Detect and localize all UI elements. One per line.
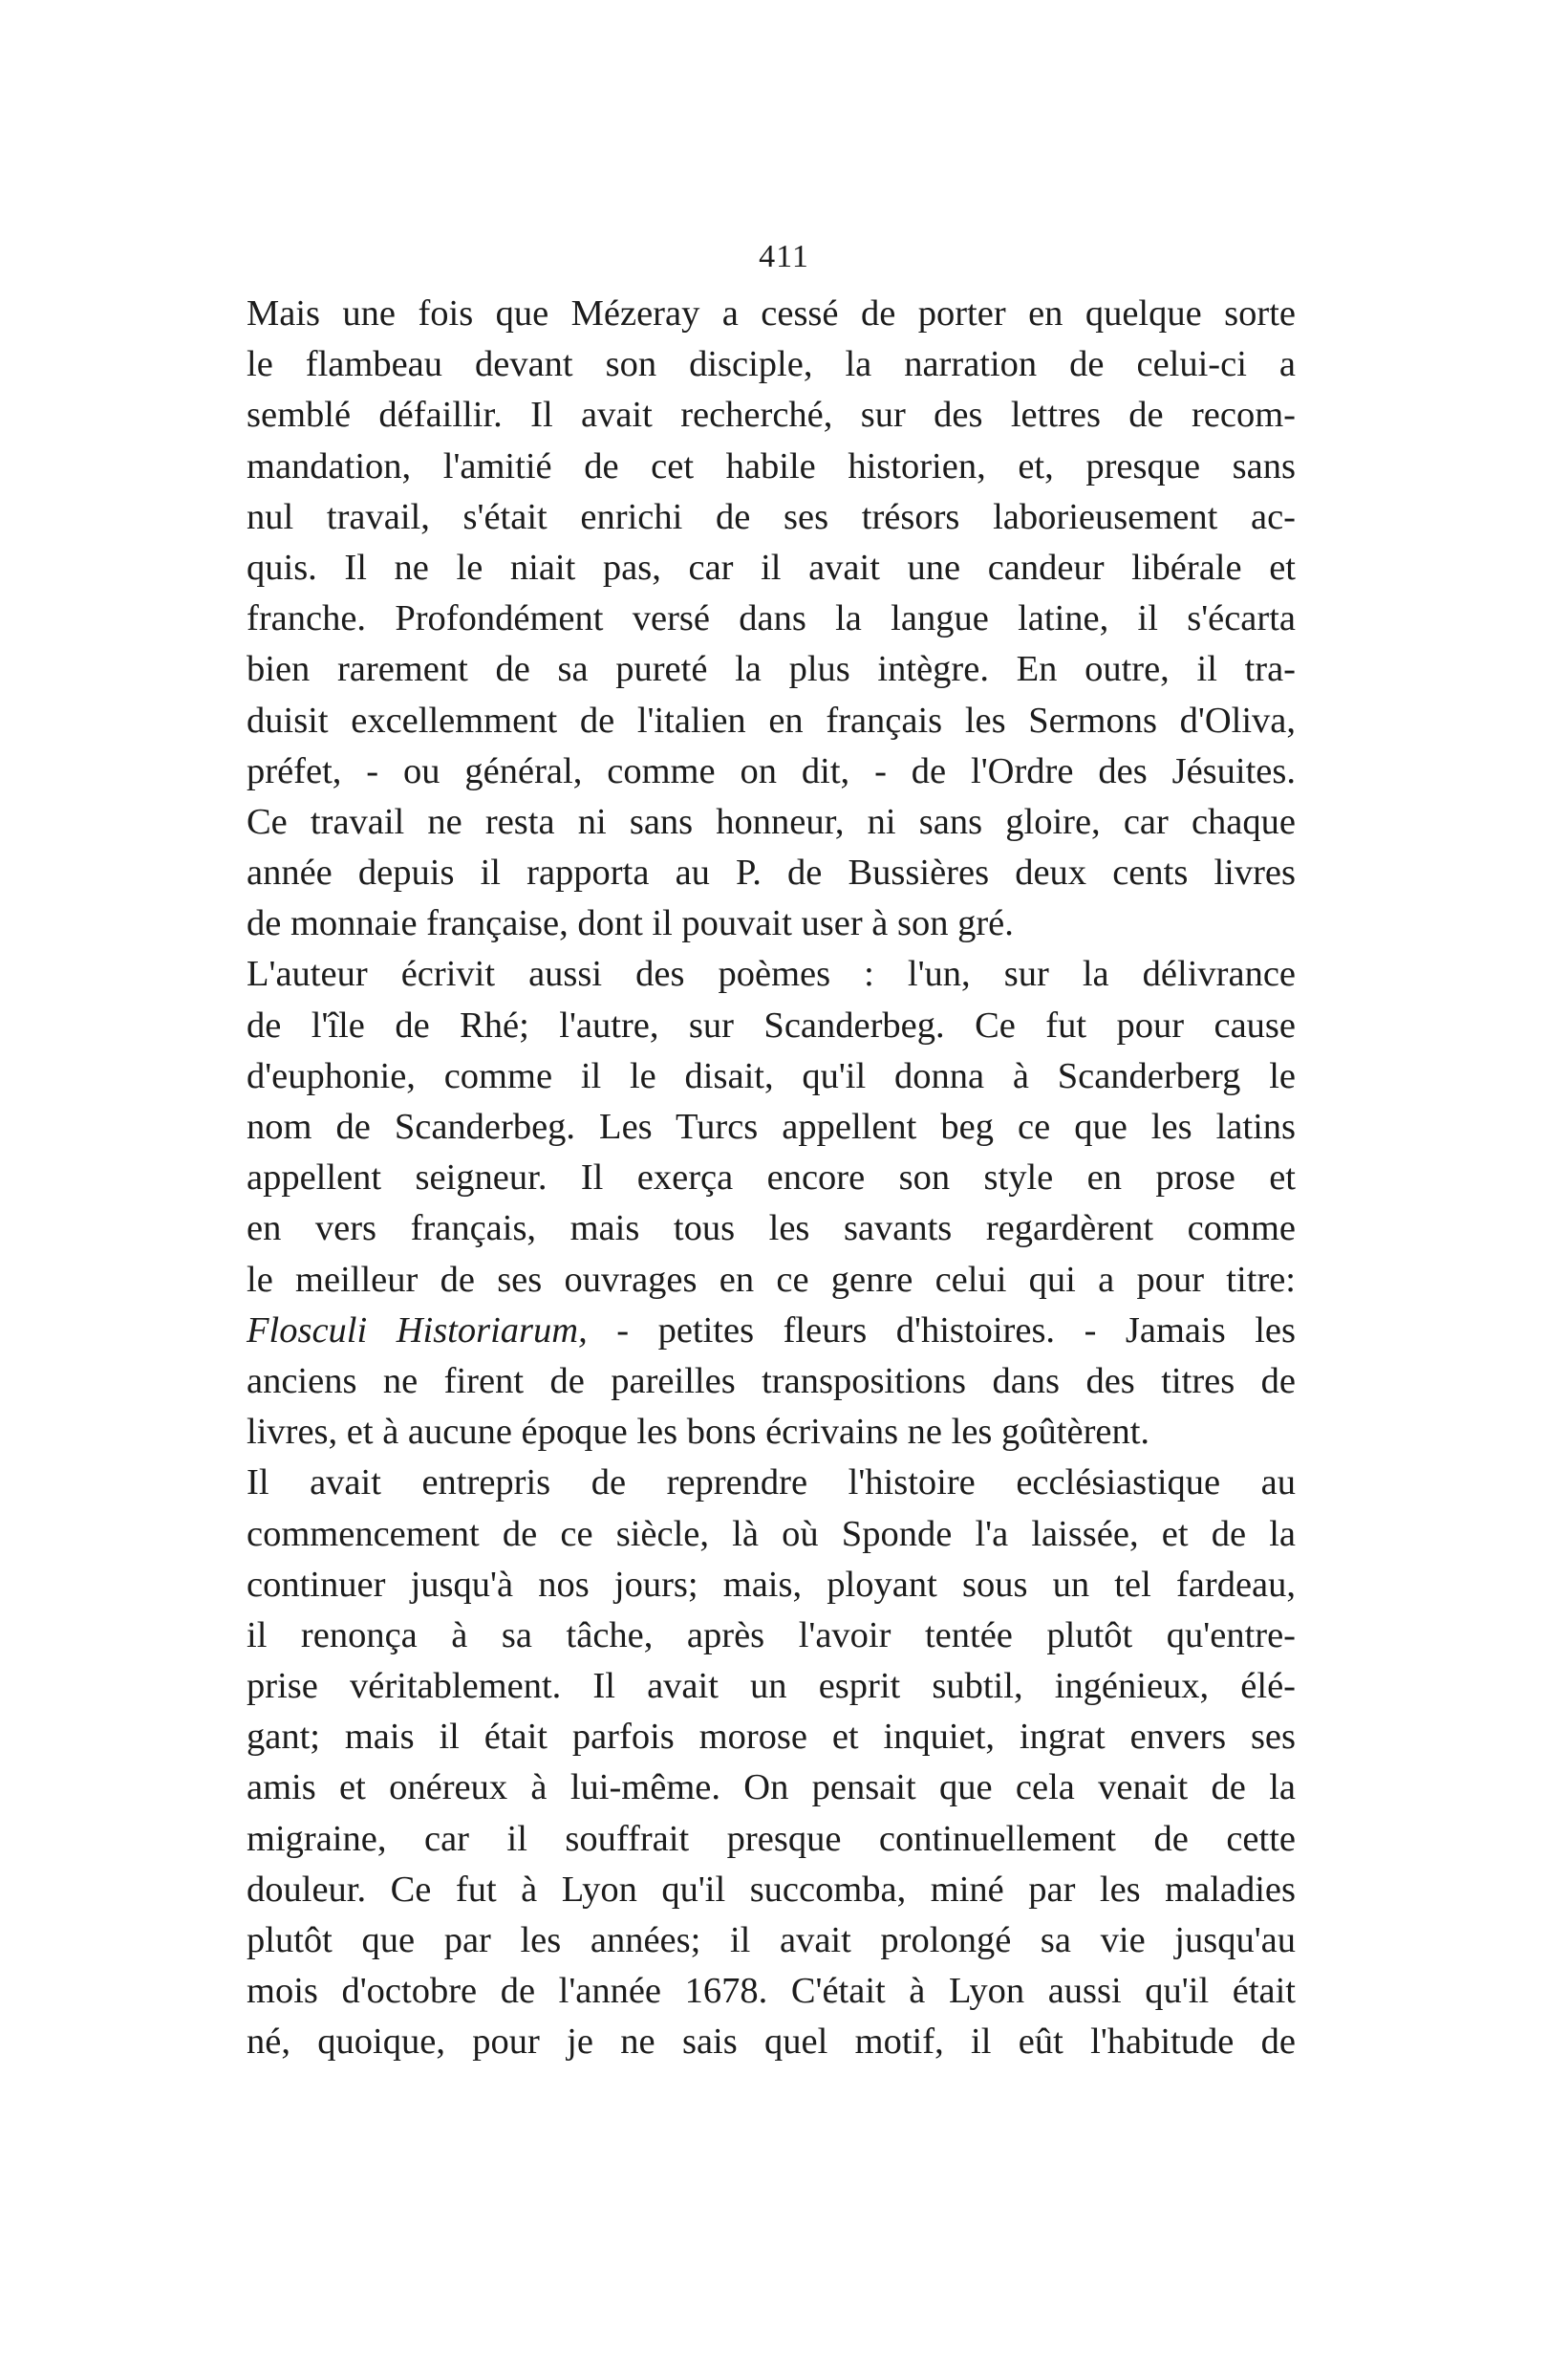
text-line: en vers français, mais tous les savants regardèrent comme [247, 1208, 1296, 1249]
text-line: d'euphonie, comme il le disait, qu'il donna à Scanderberg le [247, 1055, 1296, 1096]
text-line: Il avait entrepris de reprendre l'histoire ecclésiastique au [247, 1462, 1296, 1503]
body-text [247, 289, 1296, 2068]
text-line: anciens ne firent de pareilles transpositions dans des titres de [247, 1360, 1296, 1401]
text-line: Flosculi Historiarum, - petites fleurs d'histoires. - Jamais les [247, 1309, 1296, 1351]
italic-title: Flosculi Historiarum, [247, 1309, 588, 1351]
text-line: de monnaie française, dont il pouvait user à son gré. [247, 903, 1014, 944]
text-line: semblé défaillir. Il avait recherché, sur des lettres de recom- [247, 395, 1296, 436]
text-line: douleur. Ce fut à Lyon qu'il succomba, miné par les maladies [247, 1869, 1296, 1910]
text-line: L'auteur écrivit aussi des poèmes : l'un, sur la délivrance [247, 954, 1296, 995]
text-line: commencement de ce siècle, là où Sponde l'a laissée, et de la [247, 1513, 1296, 1554]
text-line: migraine, car il souffrait presque continuellement de cette [247, 1818, 1296, 1859]
text-line: appellent seigneur. Il exerça encore son style en prose et [247, 1157, 1296, 1199]
text-line: mandation, l'amitié de cet habile historien, et, presque sans [247, 445, 1296, 486]
text-line: bien rarement de sa pureté la plus intègre. En outre, il tra- [247, 649, 1296, 690]
text-line: de l'île de Rhé; l'autre, sur Scanderbeg. Ce fut pour cause [247, 1005, 1296, 1046]
text-line: amis et onéreux à lui-même. On pensait que cela venait de la [247, 1767, 1296, 1808]
text-line: Mais une fois que Mézeray a cessé de porter en quelque sorte [247, 293, 1296, 334]
text-line: livres, et à aucune époque les bons écrivains ne les goûtèrent. [247, 1412, 1150, 1453]
text-line: franche. Profondément versé dans la langue latine, il s'écarta [247, 598, 1296, 639]
text-line: quis. Il ne le niait pas, car il avait une candeur libérale et [247, 547, 1296, 588]
text-line: mois d'octobre de l'année 1678. C'était à Lyon aussi qu'il était [247, 1971, 1296, 2012]
text-line: duisit excellemment de l'italien en français les Sermons d'Oliva, [247, 700, 1296, 741]
page-number: 411 [759, 239, 809, 274]
text-line: année depuis il rapporta au P. de Bussières deux cents livres [247, 853, 1296, 894]
text-line: continuer jusqu'à nos jours; mais, ployant sous un tel fardeau, [247, 1564, 1296, 1605]
text-line: il renonça à sa tâche, après l'avoir tentée plutôt qu'entre- [247, 1614, 1296, 1655]
text-line: préfet, - ou général, comme on dit, - de l'Ordre des Jésuites. [247, 750, 1296, 791]
text-line: nom de Scanderbeg. Les Turcs appellent beg ce que les latins [247, 1107, 1296, 1147]
text-line: nul travail, s'était enrichi de ses trésors laborieusement ac- [247, 496, 1296, 537]
text-line: prise véritablement. Il avait un esprit subtil, ingénieux, élé- [247, 1666, 1296, 1707]
text-line: le flambeau devant son disciple, la narration de celui-ci a [247, 344, 1296, 385]
text-line: né, quoique, pour je ne sais quel motif, il eût l'habitude de [247, 2021, 1296, 2063]
text-line: Ce travail ne resta ni sans honneur, ni sans gloire, car chaque [247, 801, 1296, 842]
text-line: le meilleur de ses ouvrages en ce genre celui qui a pour titre: [247, 1259, 1296, 1300]
text-line: gant; mais il était parfois morose et inquiet, ingrat envers ses [247, 1717, 1296, 1758]
text-line: plutôt que par les années; il avait prolongé sa vie jusqu'au [247, 1920, 1296, 1960]
